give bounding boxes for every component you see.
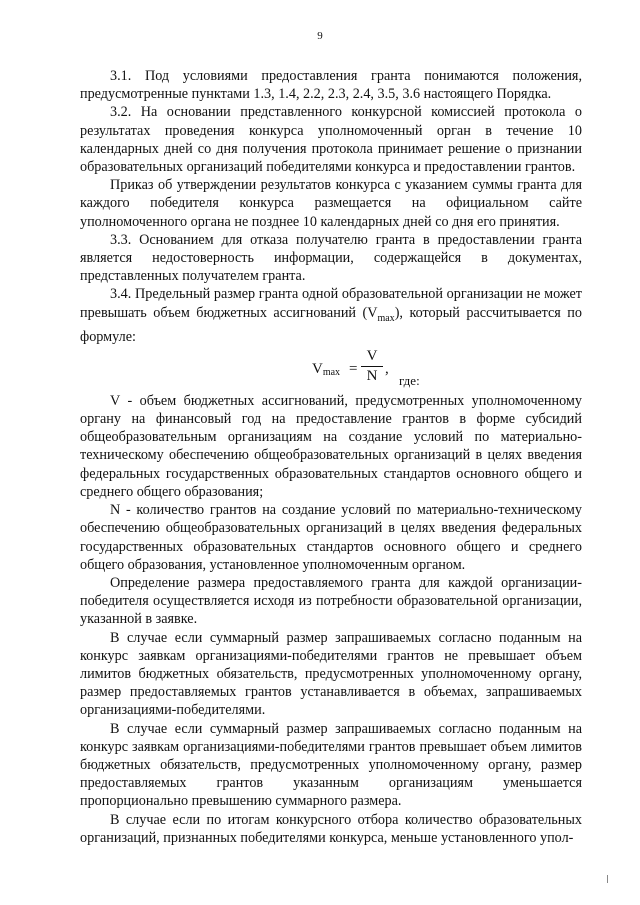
document-body [80, 67, 582, 847]
vmax-formula [80, 347, 582, 390]
paragraph-3-4-end: ), который рассчитывается по формуле: [80, 304, 582, 345]
scan-mark [607, 875, 608, 883]
paragraph-fewer-winners: В случае если по итогам конкурсного отбора количество образовательных организаций, признанных победителями конкурса, меньше установленного упол- [80, 811, 582, 846]
paragraph-grant-size-determination: Определение размера предоставляемого гранта для каждой организации-победителя осуществляется исходя из потребности образовательной организации, указанной в заявке. [80, 574, 582, 628]
formula-comma: , [385, 360, 389, 377]
paragraph-exceeds-limits: В случае если суммарный размер запрашиваемых согласно поданным на конкурс заявкам организациями-победителями грантов превышает объем лимитов бюджетных обязательств, предусмотренных уполномоченному органу, размер предоставляемых грантов указанным организациям уменьшается пропорционально превышению суммарного размера. [80, 720, 582, 810]
paragraph-3-4-start: 3.4. Предельный размер гранта одной образовательной организации не может превышать объем бюджетных ассигнований (V [80, 286, 582, 321]
formula-where-label: где: [399, 372, 420, 388]
formula-lhs-subscript: max [322, 366, 341, 378]
paragraph-3-3: 3.3. Основанием для отказа получателю гранта в предоставлении гранта является недостоверность информации, содержащейся в документах, представленных получателем гранта. [80, 231, 582, 285]
paragraph-3-2: 3.2. На основании представленного конкурсной комиссией протокола о результатах проведения конкурса уполномоченный орган в течение 10 календарных дней со дня получения протокола принимает решение о признании образовательных организаций победителями конкурса и предоставлении грантов. [80, 104, 582, 176]
formula-numerator: V [366, 347, 378, 364]
definition-v: V - объем бюджетных ассигнований, предусмотренных уполномоченному органу на финансовый год на предоставление грантов в форме субсидий общеобразовательным организациям на создание условий по материально-техническому обеспечению общеобразовательных организаций в целях введения федеральных государственных образовательных стандартов основного общего и среднего общего образования; [80, 392, 582, 500]
fraction-bar [361, 366, 383, 367]
definition-n: N - количество грантов на создание условий по материально-техническому обеспечению общеобразовательных организаций в целях введения федеральных государственных образовательных стандартов основного общего и среднего общего образования, установленное уполномоченным органом. [80, 502, 582, 573]
page-number: 9 [317, 30, 323, 42]
paragraph-order-publication: Приказ об утверждении результатов конкурса с указанием суммы гранта для каждого победителя конкурса размещается на официальном сайте уполномоченного органа не позднее 10 календарных дней со дня его принятия. [80, 177, 582, 230]
paragraph-3-4 [80, 285, 582, 345]
formula-lhs [312, 360, 340, 382]
formula-denominator: N [366, 367, 378, 384]
formula-fraction [361, 348, 383, 385]
paragraph-3-4-subscript: max [377, 312, 395, 324]
paragraph-within-limits: В случае если суммарный размер запрашиваемых согласно поданным на конкурс заявкам организациями-победителями грантов не превышает объем лимитов бюджетных обязательств, предусмотренных уполномоченному органу, размер предоставляемых грантов устанавливается в объемах, запрашиваемых организациями-победителями. [80, 629, 582, 719]
formula-lhs-main: V [312, 360, 323, 377]
formula-equals: = [349, 360, 358, 377]
paragraph-3-1: 3.1. Под условиями предоставления гранта понимаются положения, предусмотренные пунктами 1.3, 1.4, 2.2, 2.3, 2.4, 3.5, 3.6 настоящего Порядка. [80, 68, 582, 103]
